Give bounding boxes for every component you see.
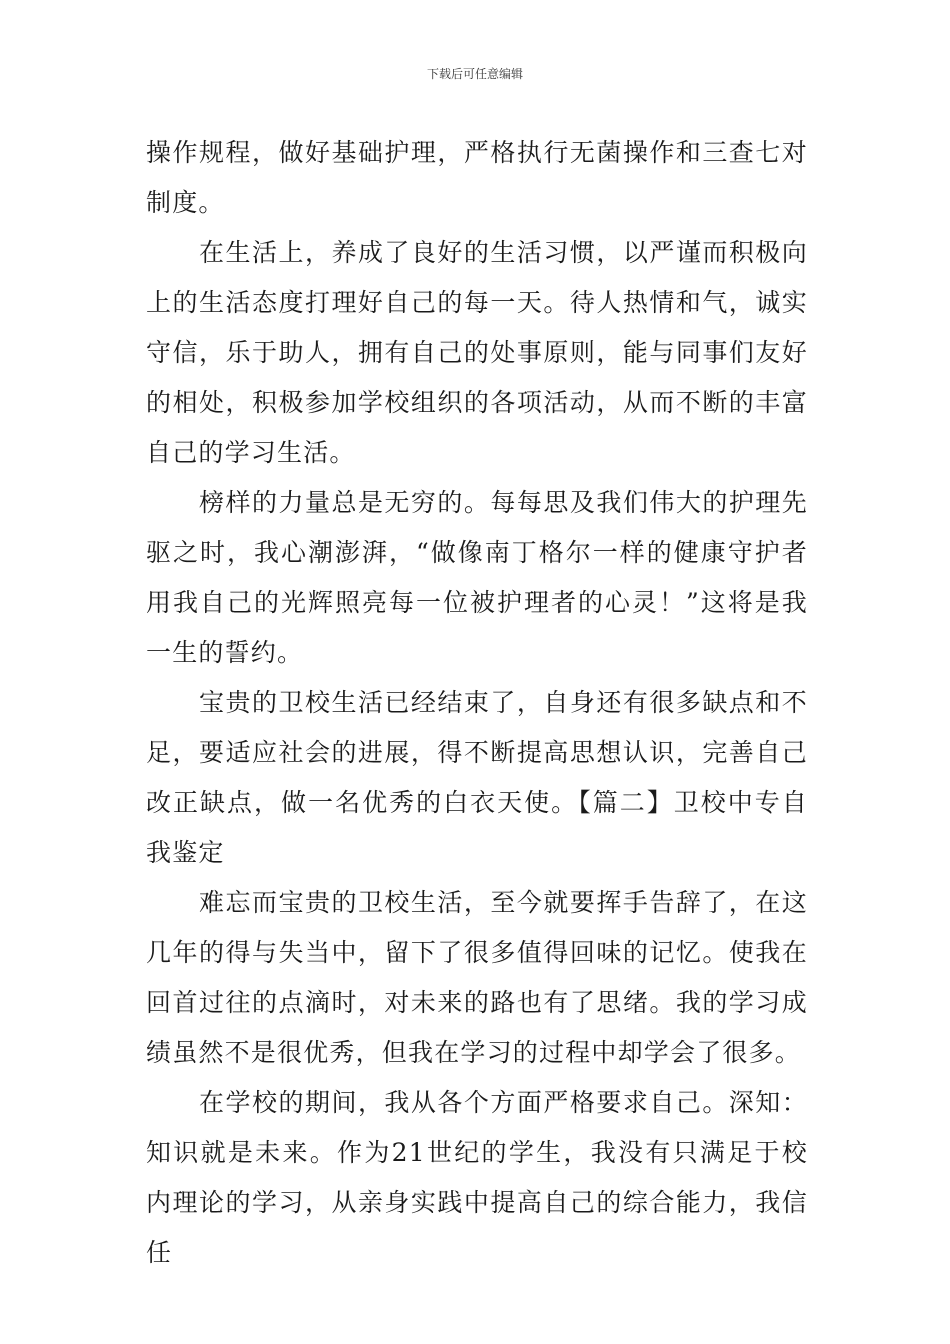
paragraph: 榜样的力量总是无穷的。每每思及我们伟大的护理先驱之时，我心潮澎湃，“做像南丁格尔一样的健康守护者用我自己的光辉照亮每一位被护理者的心灵！”这将是我一生的誓约。 [146, 488, 808, 667]
paragraph: 宝贵的卫校生活已经结束了，自身还有很多缺点和不足，要适应社会的进展，得不断提高思想认识，完善自己改正缺点，做一名优秀的白衣天使。【篇二】卫校中专自我鉴定 [146, 688, 808, 867]
paragraph: 难忘而宝贵的卫校生活，至今就要挥手告辞了，在这几年的得与失当中，留下了很多值得回味的记忆。使我在回首过往的点滴时，对未来的路也有了思绪。我的学习成绩虽然不是很优秀，但我在学习的过程中却学会了很多。 [146, 888, 808, 1067]
paragraph-continuation: 操作规程，做好基础护理，严格执行无菌操作和三查七对制度。 [146, 138, 808, 217]
document-body [146, 128, 808, 1278]
paragraph: 在生活上，养成了良好的生活习惯，以严谨而积极向上的生活态度打理好自己的每一天。待人热情和气，诚实守信，乐于助人，拥有自己的处事原则，能与同事们友好的相处，积极参加学校组织的各项活动，从而不断的丰富自己的学习生活。 [146, 238, 808, 467]
paragraph: 在学校的期间，我从各个方面严格要求自己。深知：知识就是未来。作为21世纪的学生，我没有只满足于校内理论的学习，从亲身实践中提高自己的综合能力，我信任 [146, 1088, 808, 1267]
page-header: 下载后可任意编辑 [426, 67, 523, 81]
